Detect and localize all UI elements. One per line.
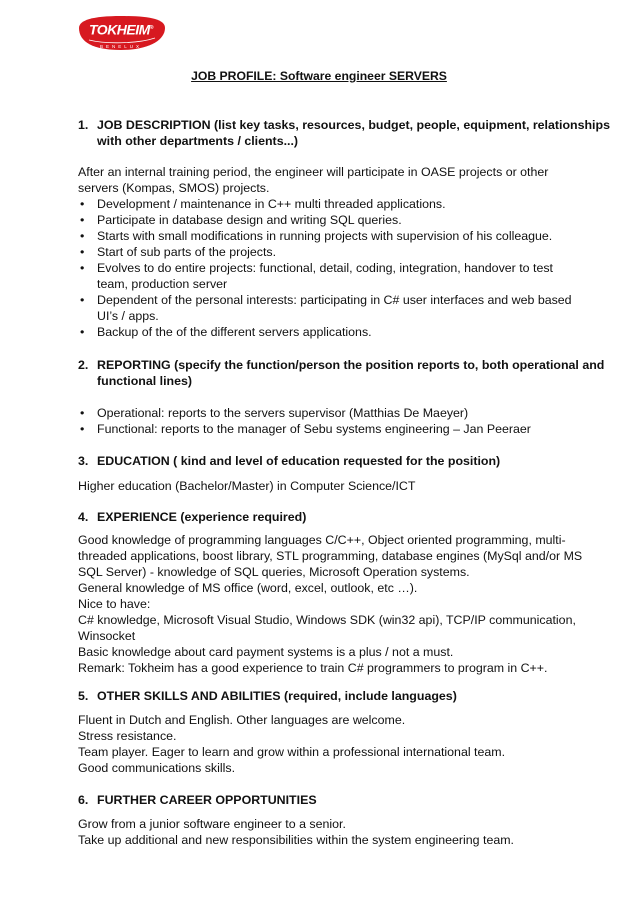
section-3-heading: 3. EDUCATION ( kind and level of education requested for the position) xyxy=(78,454,501,468)
section-1-bullet-list xyxy=(78,196,578,340)
section-2-bullet-list xyxy=(78,405,578,437)
logo-brand: TOKHEIM® xyxy=(89,21,153,38)
logo-subline: BENELUX xyxy=(99,44,142,49)
list-item: • Evolves to do entire projects: functional, detail, coding, integration, handover to test team, production server xyxy=(80,261,553,291)
list-item: • Starts with small modifications in running projects with supervision of his colleague. xyxy=(80,229,553,243)
list-item: • Functional: reports to the manager of Sebu systems engineering – Jan Peeraer xyxy=(80,422,531,436)
section-1-intro: After an internal training period, the engineer will participate in OASE projects or other servers (Kompas, SMOS) projects. xyxy=(78,165,549,195)
section-3-text: Higher education (Bachelor/Master) in Computer Science/ICT xyxy=(78,479,416,493)
list-item: • Dependent of the personal interests: participating in C# user interfaces and web based UI’s / apps. xyxy=(80,293,572,323)
tokheim-logo xyxy=(75,14,167,52)
section-5-text: Fluent in Dutch and English. Other languages are welcome. Stress resistance. Team player. Eager to learn and grow within a professional international team. Good communications skills. xyxy=(78,713,506,775)
section-5-heading: 5. OTHER SKILLS AND ABILITIES (required, include languages) xyxy=(78,689,457,703)
page-title: JOB PROFILE: Software engineer SERVERS xyxy=(191,69,447,83)
section-2-heading: 2. REPORTING (specify the function/person the position reports to, both operational and functional lines) xyxy=(78,358,605,388)
section-1-heading: 1. JOB DESCRIPTION (list key tasks, resources, budget, people, equipment, relationships with other departments / clients...) xyxy=(78,118,610,148)
list-item: • Backup of the of the different servers applications. xyxy=(80,325,372,339)
section-6-heading: 6. FURTHER CAREER OPPORTUNITIES xyxy=(78,793,317,807)
section-6-text: Grow from a junior software engineer to a senior. Take up additional and new responsibilities within the system engineering team. xyxy=(78,817,514,847)
section-4-heading: 4. EXPERIENCE (experience required) xyxy=(78,510,307,524)
list-item: • Development / maintenance in C++ multi threaded applications. xyxy=(80,197,446,211)
list-item: • Operational: reports to the servers supervisor (Matthias De Maeyer) xyxy=(80,406,469,420)
list-item: • Participate in database design and writing SQL queries. xyxy=(80,213,402,227)
section-number: 1. xyxy=(78,118,89,132)
section-4-text: Good knowledge of programming languages C/C++, Object oriented programming, multi- threaded applications, boost library, STL programming, database engines (MySql and/or MS SQL Server) - knowledge of SQL queries, Microsoft Operation systems. General knowledge of MS office (word, excel, outlook, etc …). Nice to have: C# knowledge, Microsoft Visual Studio, Windows SDK (win32 api), TCP/IP communication, Winsocket Basic knowledge about card payment systems is a plus / not a must. Remark: Tokheim has a good experience to train C# programmers to program in C++. xyxy=(78,533,583,675)
list-item: • Start of sub parts of the projects. xyxy=(80,245,277,259)
